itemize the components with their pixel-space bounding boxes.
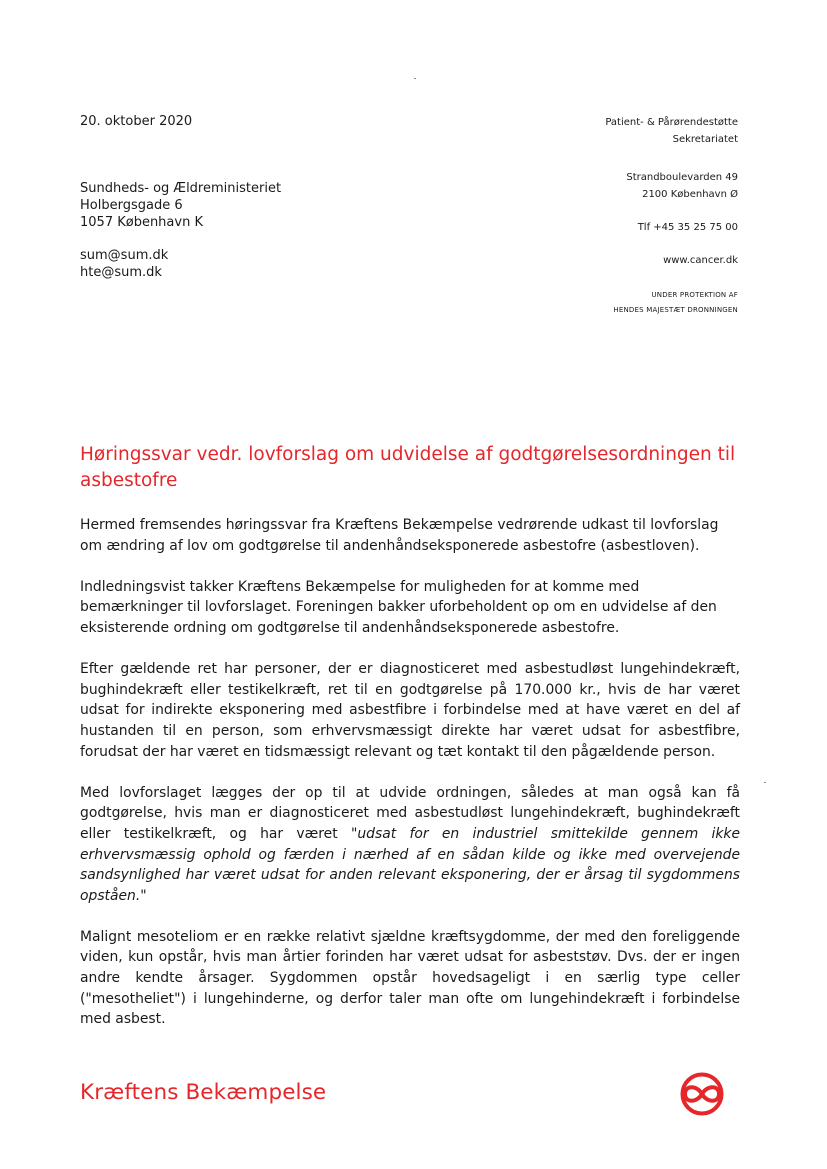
sender-department: Patient- & Pårørendestøtte (605, 117, 738, 128)
body-paragraph: Hermed fremsendes høringssvar fra Kræftens Bekæmpelse vedrørende udkast til lovforslag om ændring af lov om godtgørelse til andenhåndseksponerede asbestofre (asbestloven). (80, 517, 719, 554)
recipient-address (80, 180, 281, 231)
paragraph-lead: Med lovforslaget lægges der op til at udvide ordningen, således at man også kan få godtgørelse, hvis man er diagnosticeret med asbestudløst lungehindekræft, bughindekræft eller testikelkræft, og har været " (80, 784, 740, 842)
recipient-email: sum@sum.dk (80, 248, 169, 263)
scan-speck (764, 782, 766, 783)
protection-line: HENDES MAJESTÆT DRONNINGEN (613, 306, 738, 314)
recipient-city: 1057 København K (80, 215, 203, 230)
legal-quote: udsat for en industriel smittekilde gennem ikke erhvervsmæssig ophold og færden i nærhed af en sådan kilde og ikke med overvejende sandsynlighed har været udsat for anden relevant eksponering, der er årsag til sygdommens opståen. (80, 825, 741, 904)
recipient-street: Holbergsgade 6 (80, 198, 183, 213)
sender-phone: Tlf +45 35 25 75 00 (637, 222, 738, 233)
sender-unit: Sekretariatet (672, 134, 738, 145)
recipient-name: Sundheds- og Ældreministeriet (80, 181, 282, 196)
quote-close: " (140, 887, 147, 904)
body-paragraph: Efter gældende ret har personer, der er diagnosticeret med asbestudløst lungehindekræft, bughindekræft eller testikelkræft, ret til en godtgørelse på 170.000 kr., hvis de har været udsat for indirekte eksponering med asbestfibre i forbindelse med at have været en del af hustanden til en person, som erhvervsmæssigt direkte har været udsat for asbestfibre, forudsat der har været en tidsmæssigt relevant og tæt kontakt til den pågældende person. (80, 661, 740, 760)
recipient-email: hte@sum.dk (80, 265, 162, 280)
letter-heading: Høringssvar vedr. lovforslag om udvidelse af godtgørelsesordningen til asbestofre (80, 444, 736, 491)
body-paragraph: Indledningsvist takker Kræftens Bekæmpelse for muligheden for at komme med bemærkninger til lovforslaget. Foreningen bakker uforbeholdent op om en udvidelse af den eksisterende ordning om godtgørelse til andenhåndseksponerede asbestofre. (80, 578, 717, 636)
recipient-emails (80, 247, 168, 281)
scan-speck (414, 78, 416, 79)
royal-protection-note (605, 288, 738, 318)
sender-city: 2100 København Ø (642, 189, 738, 200)
sender-block (605, 114, 738, 318)
infinity-ring-logo-icon (668, 1072, 736, 1116)
sender-web: www.cancer.dk (663, 255, 738, 266)
letter-date: 20. oktober 2020 (80, 114, 193, 129)
sender-street: Strandboulevarden 49 (626, 172, 738, 183)
body-paragraph: Malignt mesoteliom er en række relativt sjældne kræftsygdomme, der med den foreliggende viden, kun opstår, hvis man årtier forinden har været udsat for asbeststøv. Dvs. der er ingen andre kendte årsager. Sygdommen opstår hovedsageligt i en særlig type celler ("mesotheliet") i lungehinderne, og derfor taler man ofte om lungehindekræft i forbindelse med asbest. (80, 928, 740, 1028)
brand-wordmark: Kræftens Bekæmpelse (80, 1080, 327, 1105)
letter-body (80, 515, 740, 1050)
protection-line: UNDER PROTEKTION AF (651, 291, 738, 299)
body-paragraph (80, 783, 740, 907)
